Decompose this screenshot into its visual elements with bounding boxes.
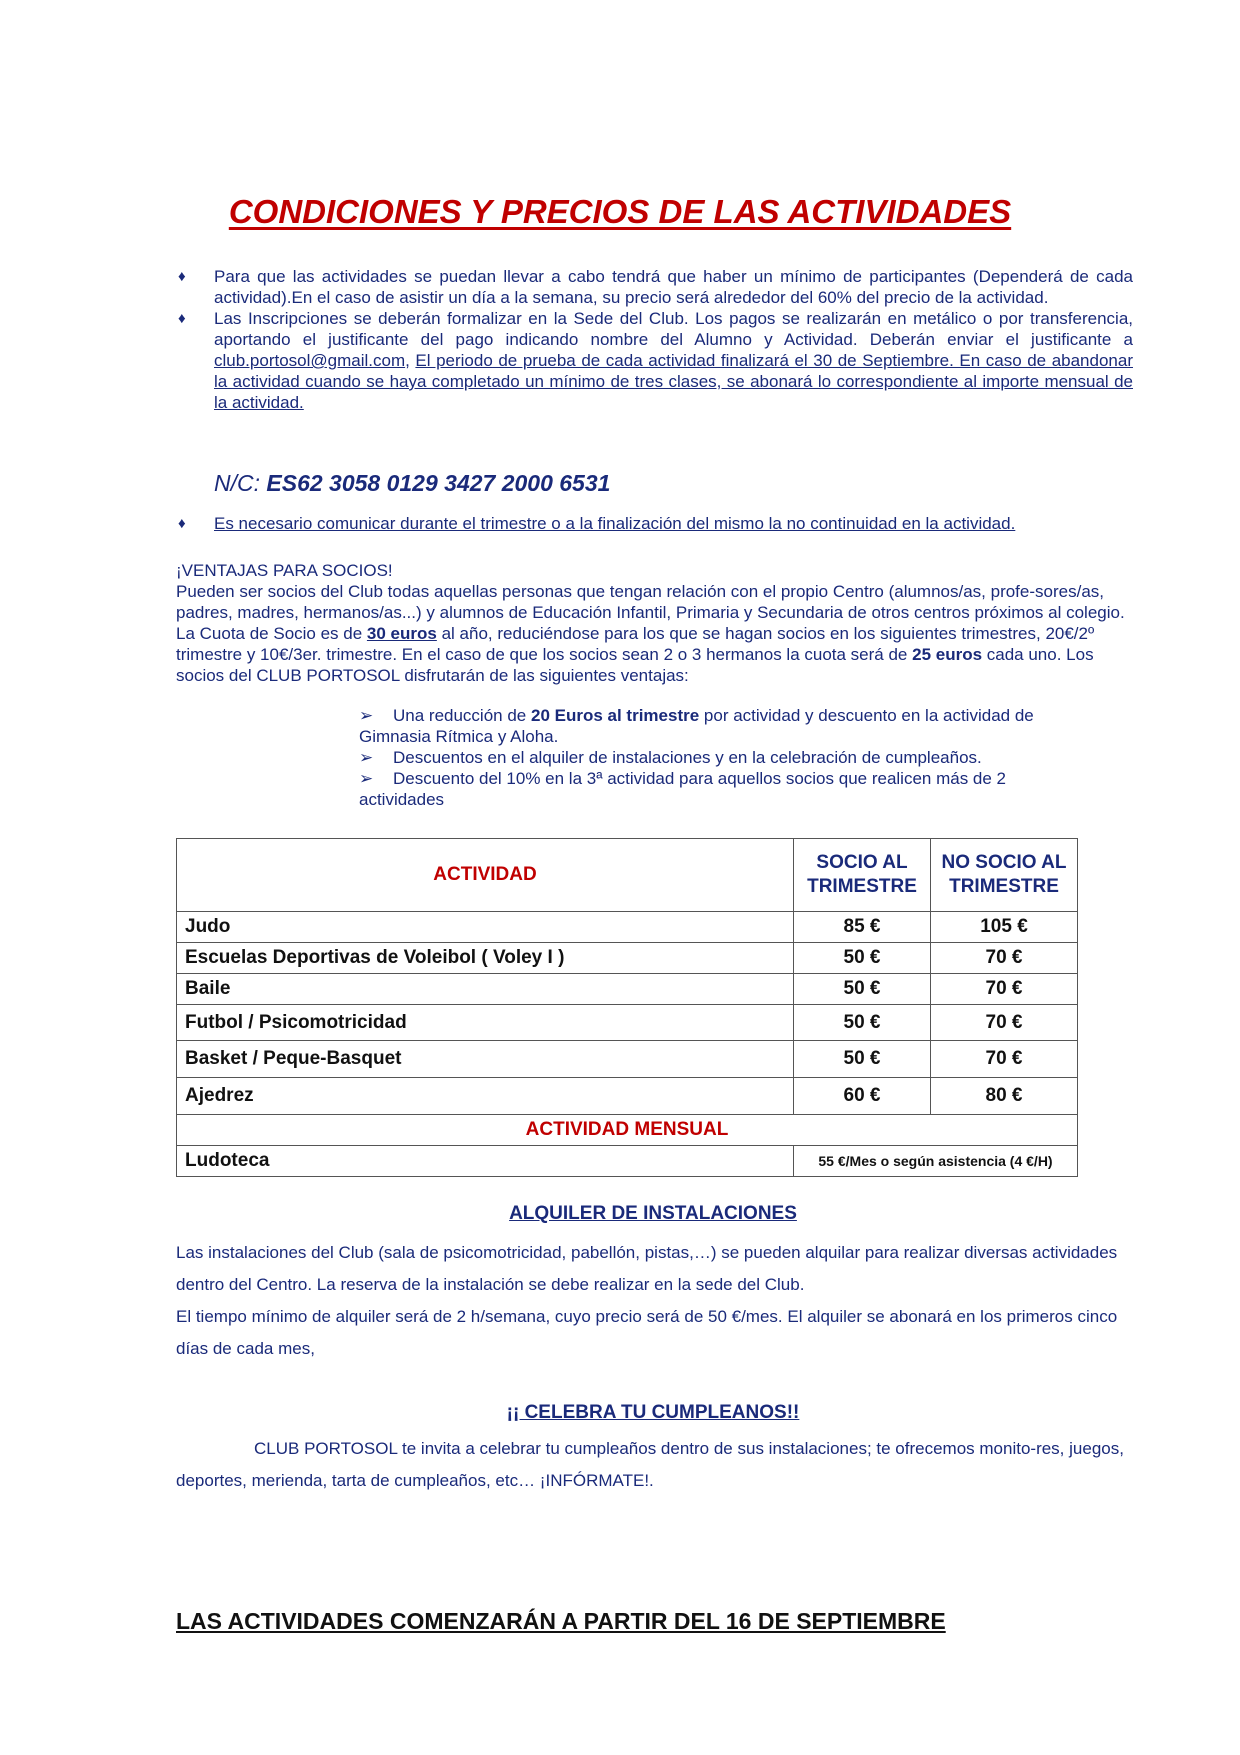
account-number <box>214 470 610 497</box>
email-link[interactable]: club.portosol@gmail.com <box>214 351 406 370</box>
sibling-fee-amount: 25 euros <box>912 645 983 664</box>
header-activity: ACTIVIDAD <box>177 839 794 912</box>
table-header-row <box>177 839 1078 912</box>
member-price: 50 € <box>794 1041 931 1078</box>
list-item <box>178 308 1133 413</box>
activity-name: Ajedrez <box>177 1078 794 1115</box>
non-member-price: 70 € <box>931 943 1078 974</box>
rental-paragraph: El tiempo mínimo de alquiler será de 2 h/semana, cuyo precio será de 50 €/mes. El alquiler se abonará en los primeros cinco días de cada mes, <box>176 1307 1118 1358</box>
non-member-price: 70 € <box>931 1005 1078 1041</box>
table-row <box>177 974 1078 1005</box>
table-row <box>177 1005 1078 1041</box>
fee-paragraph: La Cuota de Socio es de 30 euros al año, reduciéndose para los que se hagan socios en los siguientes trimestres, 20€/2º trimestre y 10€/3er. trimestre. En el caso de que los socios sean 2 o 3 hermanos la cuota será de 25 euros cada uno. Los socios del CLUB PORTOSOL disfrutarán de las siguientes ventajas: <box>176 624 1095 685</box>
conditions-list-2 <box>178 513 1133 534</box>
benefits-list <box>359 705 1079 810</box>
birthday-title: ¡¡ CELEBRA TU CUMPLEANOS!! <box>506 1402 800 1423</box>
birthday-paragraph: CLUB PORTOSOL te invita a celebrar tu cumpleaños dentro de sus instalaciones; te ofrecemos monito-res, juegos, deportes, merienda, tarta de cumpleaños, etc… ¡INFÓRMATE!. <box>176 1439 1124 1490</box>
activity-name: Judo <box>177 912 794 943</box>
condition-text: Es necesario comunicar durante el trimestre o a la finalización del mismo la no continuidad en la actividad. <box>214 514 1016 533</box>
fee-amount: 30 euros <box>366 624 437 643</box>
list-item <box>178 513 1133 534</box>
prices-table <box>176 838 1078 1177</box>
activity-name: Basket / Peque-Basquet <box>177 1041 794 1078</box>
list-item: ➢ Descuentos en el alquiler de instalaciones y en la celebración de cumpleaños. <box>359 748 982 767</box>
member-benefits <box>176 560 1134 686</box>
header-member: SOCIO AL TRIMESTRE <box>794 839 931 912</box>
diamond-bullet-icon: ♦ <box>178 515 186 532</box>
benefits-paragraph: Pueden ser socios del Club todas aquellas personas que tengan relación con el propio Centro (alumnos/as, profe-sores/as, padres, madres, hermanos/as...) y alumnos de Educación Infantil, Primaria y Secundaria de otros centros próximos al colegio. <box>176 582 1125 622</box>
member-price: 50 € <box>794 974 931 1005</box>
conditions-list <box>178 266 1133 413</box>
activity-name: Baile <box>177 974 794 1005</box>
member-price: 85 € <box>794 912 931 943</box>
activity-name: Ludoteca <box>177 1146 794 1177</box>
diamond-bullet-icon: ♦ <box>178 268 186 285</box>
arrow-bullet-icon: ➢ <box>359 769 374 788</box>
list-item <box>178 266 1133 308</box>
rental-paragraph: Las instalaciones del Club (sala de psicomotricidad, pabellón, pistas,…) se pueden alquilar para realizar diversas actividades dentro del Centro. La reserva de la instalación se debe realizar en la sede del Club. <box>176 1243 1118 1294</box>
table-row <box>177 943 1078 974</box>
rental-title: ALQUILER DE INSTALACIONES <box>509 1203 797 1224</box>
account-iban: ES62 3058 0129 3427 2000 6531 <box>266 470 611 496</box>
arrow-bullet-icon: ➢ <box>359 748 374 767</box>
ludoteca-price: 55 €/Mes o según asistencia (4 €/H) <box>794 1146 1078 1177</box>
non-member-price: 70 € <box>931 1041 1078 1078</box>
non-member-price: 70 € <box>931 974 1078 1005</box>
trial-period-text: El periodo de prueba de cada actividad finalizará el 30 de Septiembre. En caso de abandonar la actividad cuando se haya completado un mínimo de tres clases, se abonará lo correspondiente al importe mensual de la actividad. <box>214 351 1133 412</box>
rental-section <box>176 1237 1134 1365</box>
member-price: 50 € <box>794 943 931 974</box>
header-non-member: NO SOCIO AL TRIMESTRE <box>931 839 1078 912</box>
separator-text: , <box>405 351 416 370</box>
activity-name: Futbol / Psicomotricidad <box>177 1005 794 1041</box>
table-row <box>177 1115 1078 1146</box>
start-date-notice: LAS ACTIVIDADES COMENZARÁN A PARTIR DEL 16 DE SEPTIEMBRE <box>176 1608 946 1634</box>
table-row <box>177 1146 1078 1177</box>
monthly-activity-header: ACTIVIDAD MENSUAL <box>177 1115 1078 1146</box>
list-item: ➢ Una reducción de 20 Euros al trimestre por actividad y descuento en la actividad de Gimnasia Rítmica y Aloha. <box>359 706 1034 746</box>
condition-text: Para que las actividades se puedan llevar a cabo tendrá que haber un mínimo de participantes (Dependerá de cada actividad).En el caso de asistir un día a la semana, su precio será alrededor del 60% del precio de la actividad. <box>214 267 1133 307</box>
arrow-bullet-icon: ➢ <box>359 706 374 725</box>
account-label: N/C: <box>214 470 260 496</box>
list-item: ➢ Descuento del 10% en la 3ª actividad para aquellos socios que realicen más de 2 actividades <box>359 769 1007 809</box>
activity-name: Escuelas Deportivas de Voleibol ( Voley I ) <box>177 943 794 974</box>
table-row <box>177 912 1078 943</box>
table-row <box>177 1041 1078 1078</box>
member-price: 60 € <box>794 1078 931 1115</box>
diamond-bullet-icon: ♦ <box>178 310 186 327</box>
non-member-price: 80 € <box>931 1078 1078 1115</box>
condition-text: Las Inscripciones se deberán formalizar en la Sede del Club. Los pagos se realizarán en metálico o por transferencia, aportando el justificante del pago indicando nombre del Alumno y Actividad. Deberán enviar el justificante a <box>214 309 1133 349</box>
table-row <box>177 1078 1078 1115</box>
page-title: CONDICIONES Y PRECIOS DE LAS ACTIVIDADES <box>228 193 1012 230</box>
member-price: 50 € <box>794 1005 931 1041</box>
benefits-heading: ¡VENTAJAS PARA SOCIOS! <box>176 561 393 580</box>
non-member-price: 105 € <box>931 912 1078 943</box>
